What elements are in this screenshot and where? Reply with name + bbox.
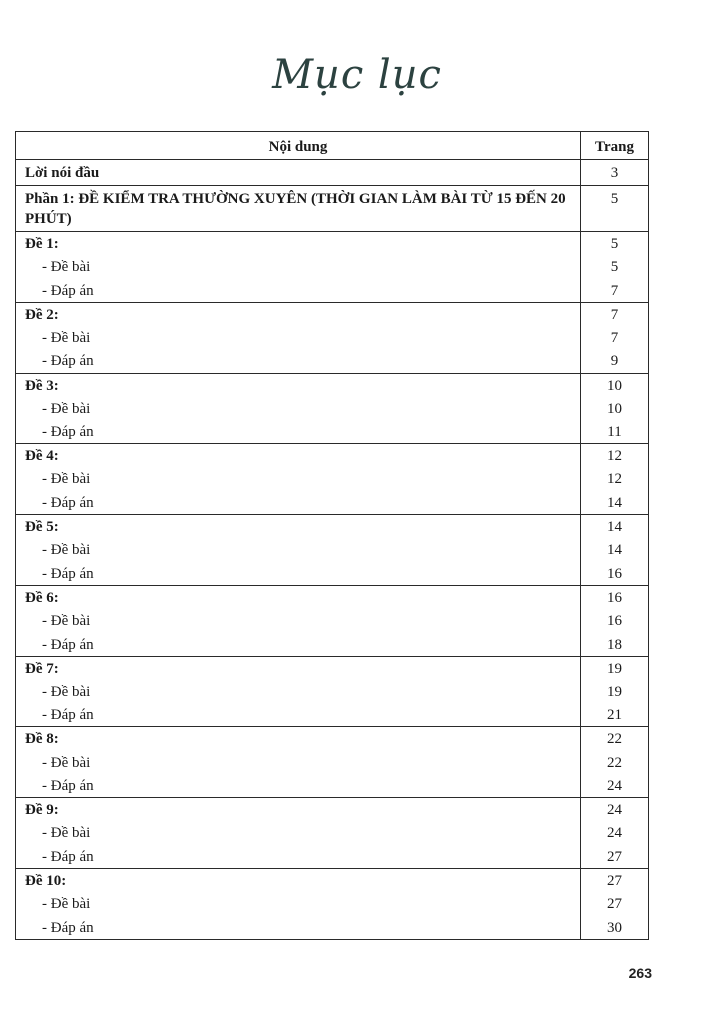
toc-entry-page: 5 (581, 186, 649, 232)
toc-entry-label: Đề 10: (16, 869, 581, 893)
toc-entry-page: 9 (581, 349, 649, 373)
toc-entry-page: 10 (581, 397, 649, 421)
toc-entry-page: 22 (581, 751, 649, 775)
toc-entry-label: - Đề bài (16, 397, 581, 421)
toc-entry-label: Đề 4: (16, 444, 581, 468)
toc-entry-label: - Đáp án (16, 633, 581, 657)
toc-entry-page: 12 (581, 467, 649, 491)
header-page: Trang (581, 132, 649, 160)
toc-row-sub[interactable] (16, 279, 649, 303)
toc-entry-page: 30 (581, 916, 649, 940)
toc-entry-label: - Đáp án (16, 491, 581, 515)
toc-row-sub[interactable] (16, 703, 649, 727)
toc-entry-page: 24 (581, 798, 649, 822)
toc-entry-label: - Đề bài (16, 255, 581, 279)
header-content: Nội dung (16, 132, 581, 160)
toc-entry-page: 16 (581, 585, 649, 609)
toc-entry-page: 7 (581, 279, 649, 303)
toc-row-sub[interactable] (16, 538, 649, 562)
toc-entry-page: 21 (581, 703, 649, 727)
toc-entry-page: 7 (581, 302, 649, 326)
toc-entry-label: Lời nói đầu (16, 160, 581, 186)
toc-entry-page: 22 (581, 727, 649, 751)
toc-entry-label: Đề 3: (16, 373, 581, 397)
toc-row-sub[interactable] (16, 609, 649, 633)
toc-entry-label: - Đáp án (16, 774, 581, 798)
toc-entry-page: 19 (581, 656, 649, 680)
toc-entry-label: Đề 2: (16, 302, 581, 326)
toc-entry-label: - Đề bài (16, 751, 581, 775)
toc-entry-label: - Đề bài (16, 609, 581, 633)
toc-entry-page: 14 (581, 491, 649, 515)
toc-entry-label: - Đề bài (16, 326, 581, 350)
toc-entry-page: 27 (581, 892, 649, 916)
toc-entry-label: Đề 5: (16, 515, 581, 539)
toc-row-exam[interactable] (16, 585, 649, 609)
toc-row-sub[interactable] (16, 467, 649, 491)
toc-entry-page: 7 (581, 326, 649, 350)
toc-row-exam[interactable] (16, 869, 649, 893)
toc-entry-label: - Đề bài (16, 892, 581, 916)
toc-row-exam[interactable] (16, 515, 649, 539)
toc-row-sub[interactable] (16, 680, 649, 704)
toc-entry-page: 5 (581, 232, 649, 256)
toc-row-sub[interactable] (16, 255, 649, 279)
toc-row-sub[interactable] (16, 491, 649, 515)
toc-entry-label: - Đáp án (16, 562, 581, 586)
toc-row-sub[interactable] (16, 916, 649, 940)
toc-entry-page: 27 (581, 869, 649, 893)
toc-row-sub[interactable] (16, 774, 649, 798)
toc-entry-label: - Đáp án (16, 703, 581, 727)
toc-row-sub[interactable] (16, 892, 649, 916)
toc-entry-page: 19 (581, 680, 649, 704)
toc-row-exam[interactable] (16, 373, 649, 397)
toc-entry-label: Đề 6: (16, 585, 581, 609)
toc-entry-page: 14 (581, 515, 649, 539)
toc-entry-label: Đề 8: (16, 727, 581, 751)
toc-entry-page: 16 (581, 609, 649, 633)
toc-entry-page: 24 (581, 821, 649, 845)
toc-entry-page: 18 (581, 633, 649, 657)
toc-entry-page: 27 (581, 845, 649, 869)
toc-entry-label: - Đáp án (16, 349, 581, 373)
toc-row-exam[interactable] (16, 798, 649, 822)
toc-entry-label: - Đáp án (16, 279, 581, 303)
toc-entry-page: 10 (581, 373, 649, 397)
toc-entry-label: Đề 7: (16, 656, 581, 680)
toc-entry-page: 12 (581, 444, 649, 468)
toc-entry-label: - Đề bài (16, 821, 581, 845)
toc-entry-label: - Đề bài (16, 467, 581, 491)
toc-row-sub[interactable] (16, 349, 649, 373)
toc-entry-label: - Đề bài (16, 680, 581, 704)
toc-entry-page: 14 (581, 538, 649, 562)
toc-entry-page: 3 (581, 160, 649, 186)
toc-entry-label: Phần 1: ĐỀ KIỂM TRA THƯỜNG XUYÊN (THỜI GIAN LÀM BÀI TỪ 15 ĐẾN 20 PHÚT) (16, 186, 581, 232)
toc-entry-label: - Đáp án (16, 845, 581, 869)
toc-entry-label: - Đáp án (16, 420, 581, 444)
toc-entry-page: 16 (581, 562, 649, 586)
toc-row-sub[interactable] (16, 821, 649, 845)
toc-row-exam[interactable] (16, 656, 649, 680)
toc-entry-page: 5 (581, 255, 649, 279)
toc-row-sub[interactable] (16, 397, 649, 421)
toc-row-exam[interactable] (16, 232, 649, 256)
page-number: 263 (628, 965, 652, 981)
toc-row-sub[interactable] (16, 845, 649, 869)
toc-row-sub[interactable] (16, 420, 649, 444)
table-of-contents (15, 131, 649, 940)
toc-row-sub[interactable] (16, 562, 649, 586)
page-title: Mục lục (272, 52, 442, 98)
toc-row-exam[interactable] (16, 444, 649, 468)
table-header-row (16, 132, 649, 160)
toc-entry-label: - Đề bài (16, 538, 581, 562)
toc-entry-label: - Đáp án (16, 916, 581, 940)
toc-entry-label: Đề 1: (16, 232, 581, 256)
toc-entry-page: 11 (581, 420, 649, 444)
toc-entry-label: Đề 9: (16, 798, 581, 822)
toc-row-sub[interactable] (16, 633, 649, 657)
toc-row-sub[interactable] (16, 326, 649, 350)
toc-row-exam[interactable] (16, 302, 649, 326)
toc-entry-page: 24 (581, 774, 649, 798)
toc-row-intro[interactable] (16, 160, 649, 186)
toc-row-part[interactable] (16, 186, 649, 232)
toc-row-sub[interactable] (16, 751, 649, 775)
toc-row-exam[interactable] (16, 727, 649, 751)
